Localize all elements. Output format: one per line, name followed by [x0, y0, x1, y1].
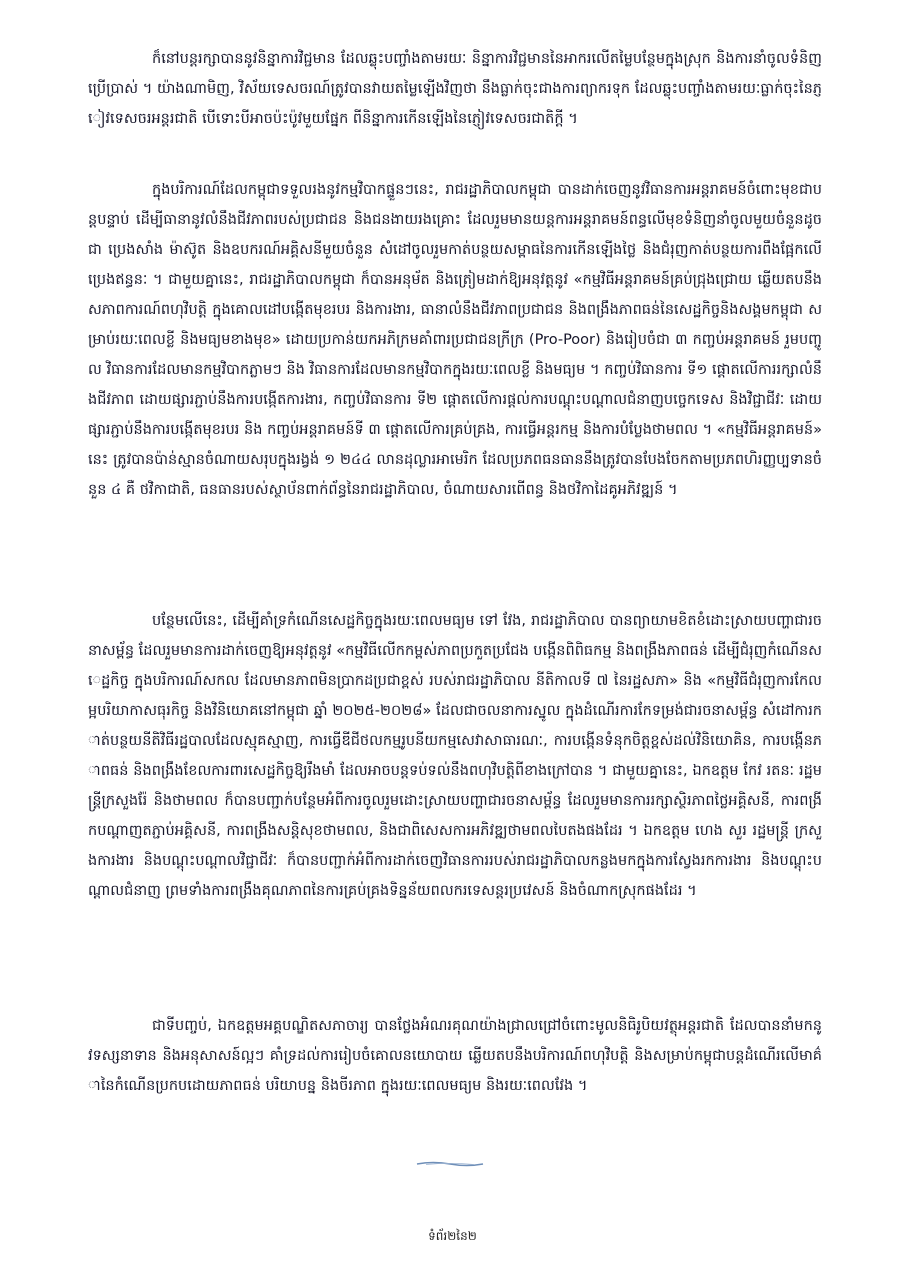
paragraph-2: ក្នុងបរិការណ៍ដែលកម្ពុជាទទួលរងនូវកម្មវិបាកផ្ទួនៗនេះ, រាជរដ្ឋាភិបាលកម្ពុជា បានដាក់ចេញនូវវិធានការអន្តរាគមន៍ចំពោះមុខជាបន្តបន្ទាប់ ដើម្បីធានានូវលំនឹងជីវភាពរបស់ប្រជាជន និងជនងាយរងគ្រោះ ដែលរួមមានយន្តការអន្តរាគមន៍ពន្ធលើមុខទំនិញនាំចូលមួយចំនួនដូចជា ប្រេងសាំង ម៉ាស៊ូត និងឧបករណ៍អគ្គិសនីមួយចំនួន សំដៅចូលរួមកាត់បន្ថយសម្ពាធនៃការកើនឡើងថ្លៃ និងជំរុញកាត់បន្ថយការពឹងផ្អែកលើប្រេងឥន្ធនៈ ។ ជាមួយគ្នានេះ, រាជរដ្ឋាភិបាលកម្ពុជា ក៏បានអនុម័ត និងត្រៀមដាក់ឱ្យអនុវត្តនូវ «កម្មវិធីអន្តរាគមន៍គ្រប់ជ្រុងជ្រោយ ឆ្លើយតបនឹងសភាពការណ៍ពហុវិបត្តិ ក្នុងគោលដៅបង្កើតមុខរបរ និងការងារ, ធានាលំនឹងជីវភាពប្រជាជន និងពង្រឹងភាពធន់នៃសេដ្ឋកិច្ចនិងសង្គមកម្ពុជា សម្រាប់រយៈពេលខ្លី និងមធ្យមខាងមុខ» ដោយប្រកាន់យកអភិក្រមគាំពារប្រជាជនក្រីក្រ (Pro-Poor) និងរៀបចំជា ៣ កញ្ចប់អន្តរាគមន៍ រួមបញ្ចូល វិធានការដែលមានកម្មវិបាកភ្លាមៗ និង វិធានការដែលមានកម្មវិបាកក្នុងរយៈពេលខ្លី និងមធ្យម ។ កញ្ចប់វិធានការ ទី១ ផ្តោតលើការរក្សាលំនឹងជីវភាព ដោយផ្សារភ្ជាប់នឹងការបង្កើតការងារ, កញ្ចប់វិធានការ ទី២ ផ្តោតលើការផ្តល់ការបណ្តុះបណ្តាលជំនាញបច្ចេកទេស និងវិជ្ជាជីវៈ ដោយផ្សារភ្ជាប់នឹងការបង្កើតមុខរបរ និង កញ្ចប់អន្តរាគមន៍ទី ៣ ផ្តោតលើការគ្រប់គ្រង, ការធ្វើអន្តរកម្ម និងការបំប្លែងថាមពល ។ «កម្មវិធីអន្តរាគមន៍» នេះ ត្រូវបានប៉ាន់ស្មានចំណាយសរុបក្នុងរង្វង់ ១ ២៤៤ លានដុល្លារអាមេរិក ដែលប្រភពធនធាននឹងត្រូវបានបែងចែកតាមប្រភពហិរញ្ញប្បទានចំនួន ៤ គឺ ថវិកាជាតិ, ធនធានរបស់ស្ថាប័នពាក់ព័ន្ធនៃរាជរដ្ឋាភិបាល, ចំណាយសារពើពន្ធ និងថវិកាដៃគូអភិវឌ្ឍន៍ ។ [88, 182, 822, 498]
page-number: ទំព័រ២នៃ២ [428, 1229, 477, 1243]
paragraph-3: បន្ថែមលើនេះ, ដើម្បីគាំទ្រកំណើនសេដ្ឋកិច្ចក្នុងរយៈពេលមធ្យម ទៅ វែង, រាជរដ្ឋាភិបាល បានព្យាយាមខិតខំដោះស្រាយបញ្ហាជារចនាសម្ព័ន្ធ ដែលរួមមានការដាក់ចេញឱ្យអនុវត្តនូវ «កម្មវិធីលើកកម្ពស់ភាពប្រកួតប្រជែង បង្កើនពិពិធកម្ម និងពង្រឹងភាពធន់ ដើម្បីជំរុញកំណើនសេដ្ឋកិច្ច ក្នុងបរិការណ៍សកល ដែលមានភាពមិនប្រាកដប្រជាខ្ពស់ របស់រាជរដ្ឋាភិបាល នីតិកាលទី ៧ នៃរដ្ឋសភា» និង «កម្មវិធីជំរុញការកែលម្អបរិយាកាសធុរកិច្ច និងវិនិយោគនៅកម្ពុជា ឆ្នាំ ២០២៥-២០២៨» ដែលជាចលនាការស្នូល ក្នុងដំណើរការកែទម្រង់ជារចនាសម្ព័ន្ធ សំដៅការកាត់បន្ថយនីតិវិធីរដ្ឋបាលដែលស្មុគស្មាញ, ការធ្វើឌីជីថលកម្មរូបនីយកម្មសេវាសាធារណៈ, ការបង្កើនទំនុកចិត្តខ្ពស់ដល់វិនិយោគិន, ការបង្កើនភាពធន់ និងពង្រឹងខែលការពារសេដ្ឋកិច្ចឱ្យរឹងមាំ ដែលអាចបន្តទប់ទល់នឹងពហុវិបត្តិពីខាងក្រៅបាន ។ ជាមួយគ្នានេះ, ឯកឧត្តម កែវ រតនៈ រដ្ឋមន្ត្រីក្រសួងរ៉ែ និងថាមពល ក៏បានបញ្ជាក់បន្ថែមអំពីការចូលរួមដោះស្រាយបញ្ហាជារចនាសម្ព័ន្ធ ដែលរួមមានការរក្សាស្ថិរភាពថ្លៃអគ្គិសនី, ការពង្រីកបណ្តាញតភ្ជាប់អគ្គិសនី, ការពង្រឹងសន្តិសុខថាមពល, និងជាពិសេសការអភិវឌ្ឍថាមពលបៃតងផងដែរ ។ ឯកឧត្តម ហេង សួរ រដ្ឋមន្ត្រី ក្រសួងការងារ និងបណ្តុះបណ្តាលវិជ្ជាជីវៈ ក៏បានបញ្ជាក់អំពីការដាក់ចេញវិធានការរបស់រាជរដ្ឋាភិបាលកន្លងមកក្នុងការស្វែងរកការងារ និងបណ្តុះបណ្តាលជំនាញ ព្រមទាំងការពង្រឹងគុណភាពនៃការគ្រប់គ្រងទិន្នន័យពលករទេសន្តរប្រវេសន៍ និងចំណាកស្រុកផងដែរ ។ [88, 613, 822, 899]
paragraph-1: ក៏នៅបន្តរក្សាបាននូវនិន្នាការវិជ្ជមាន ដែលឆ្លុះបញ្ចាំងតាមរយៈ និន្នាការវិជ្ជមាននៃអាករលើតម្លៃបន្ថែមក្នុងស្រុក និងការនាំចូលទំនិញប្រើប្រាស់ ។ យ៉ាងណាមិញ, វិស័យទេសចរណ៍ត្រូវបានវាយតម្លៃឡើងវិញថា នឹងធ្លាក់ចុះជាងការព្យាករទុក ដែលឆ្លុះបញ្ចាំងតាមរយៈធ្លាក់ចុះនៃភ្ញៀវទេសចរអន្តរជាតិ បើទោះបីអាចប៉ះប៉ូវមួយផ្នែក ពីនិន្នាការកើនឡើងនៃភ្ញៀវទេសចរជាតិក្តី ។ [88, 51, 822, 127]
closing-ornament-divider [416, 1160, 484, 1168]
paragraph-4: ជាទីបញ្ចប់, ឯកឧត្តមអគ្គបណ្ឌិតសភាចារ្យ បានថ្លែងអំណរគុណយ៉ាងជ្រាលជ្រៅចំពោះមូលនិធិរូបិយវត្ថុអន្តរជាតិ ដែលបាននាំមកនូវទស្សនាទាន និងអនុសាសន៍ល្អៗ គាំទ្រដល់ការរៀបចំគោលនយោបាយ ឆ្លើយតបនឹងបរិការណ៍ពហុវិបត្តិ និងសម្រាប់កម្ពុជាបន្តដំណើរលើមាគ៌ានៃកំណើនប្រកបដោយភាពធន់ បរិយាបន្ន និងចីរភាព ក្នុងរយៈពេលមធ្យម និងរយៈពេលវែង ។ [88, 1018, 822, 1094]
